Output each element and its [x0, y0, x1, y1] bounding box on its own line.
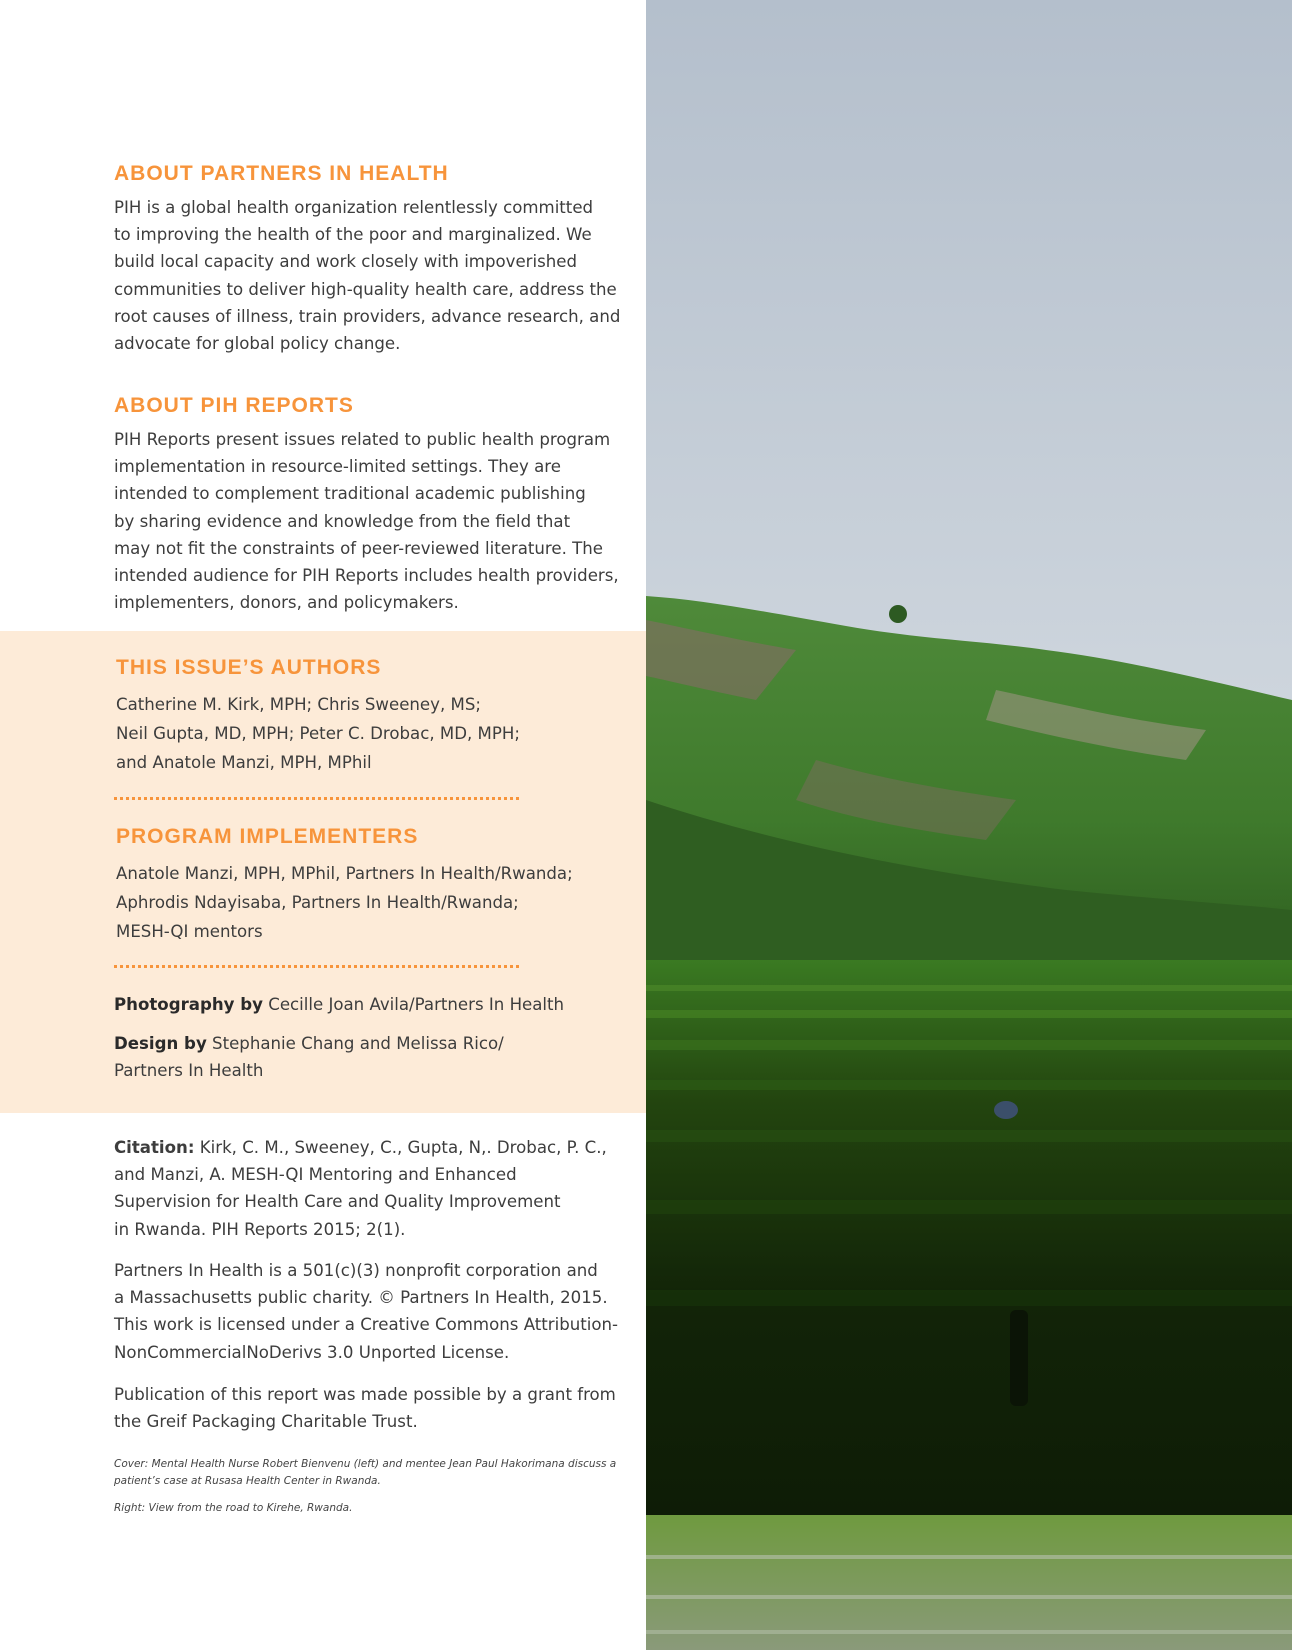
license-statement [114, 1257, 618, 1366]
text-line: the Greif Packaging Charitable Trust. [114, 1412, 418, 1432]
photography-credit [114, 991, 564, 1018]
text-line: MESH-QI mentors [116, 922, 263, 941]
field-terrace [646, 1290, 1292, 1306]
text-line: a Massachusetts public charity. © Partners In Health, 2015. [114, 1288, 608, 1308]
text-line: PIH Reports present issues related to public health program [114, 430, 611, 449]
design-text-2: Partners In Health [114, 1061, 264, 1081]
text-line: implementation in resource-limited settings. They are [114, 457, 561, 477]
text-line: advocate for global policy change. [114, 334, 401, 354]
text-line: Publication of this report was made possible by a grant from [114, 1385, 616, 1404]
lone-tree [889, 605, 907, 623]
design-text: Stephanie Chang and Melissa Rico/ [212, 1034, 504, 1053]
design-label: Design by [114, 1034, 207, 1053]
text-line: by sharing evidence and knowledge from the field that [114, 511, 571, 531]
field-terrace [646, 1040, 1292, 1050]
paddy-water [646, 1555, 1292, 1559]
text-line: NonCommercialNoDerivs 3.0 Unported License. [114, 1342, 510, 1362]
flooded-paddy [646, 1515, 1292, 1650]
paddy-water [646, 1595, 1292, 1599]
text-line: Cover: Mental Health Nurse Robert Bienvenu (left) and mentee Jean Paul Hakorimana discuss a [114, 1458, 617, 1470]
text-line: in Rwanda. PIH Reports 2015; 2(1). [114, 1219, 406, 1239]
text-line: root causes of illness, train providers, advance research, and [114, 306, 621, 326]
landscape-photo [646, 0, 1292, 1650]
design-credit [114, 1030, 504, 1084]
photography-text: Cecille Joan Avila/Partners In Health [268, 995, 565, 1014]
text-line: Partners In Health is a 501(c)(3) nonprofit corporation and [114, 1261, 598, 1280]
text-line: This work is licensed under a Creative Commons Attribution- [114, 1315, 619, 1335]
farmer-figure [994, 1101, 1018, 1119]
field-terrace [646, 985, 1292, 991]
citation [114, 1134, 607, 1243]
right-caption: Right: View from the road to Kirehe, Rwanda. [114, 1502, 353, 1514]
about-reports-body [114, 426, 619, 616]
text-line: Neil Gupta, MD, MPH; Peter C. Drobac, MD, MPH; [116, 724, 520, 743]
implementers-list [116, 859, 573, 946]
text-line: to improving the health of the poor and marginalized. We [114, 225, 592, 245]
paddy-water [646, 1630, 1292, 1634]
field-terrace [646, 1200, 1292, 1214]
text-line: intended audience for PIH Reports includes health providers, [114, 566, 619, 586]
about-reports-heading: ABOUT PIH REPORTS [114, 394, 354, 417]
citation-line-1: Kirk, C. M., Sweeney, C., Gupta, N,. Drobac, P. C., [199, 1138, 607, 1157]
text-line: PIH is a global health organization relentlessly committed [114, 198, 594, 217]
text-line: Anatole Manzi, MPH, MPhil, Partners In Health/Rwanda; [116, 864, 573, 883]
grant-statement [114, 1381, 616, 1435]
farmer-silhouette [1010, 1310, 1028, 1406]
implementers-heading: PROGRAM IMPLEMENTERS [116, 825, 419, 848]
text-line [114, 1134, 607, 1161]
about-pih-heading: ABOUT PARTNERS IN HEALTH [114, 162, 449, 185]
text-line: communities to deliver high-quality health care, address the [114, 279, 617, 299]
text-line: intended to complement traditional academic publishing [114, 484, 586, 504]
dotted-divider [114, 797, 519, 800]
authors-list [116, 690, 520, 777]
text-line: implementers, donors, and policymakers. [114, 593, 459, 613]
field-terrace [646, 1010, 1292, 1018]
text-line: and Manzi, A. MESH-QI Mentoring and Enhanced [114, 1165, 517, 1185]
photography-label: Photography by [114, 995, 263, 1014]
text-line: and Anatole Manzi, MPH, MPhil [116, 753, 372, 772]
citation-label: Citation: [114, 1138, 195, 1157]
field-terrace [646, 1130, 1292, 1142]
dotted-divider [114, 965, 519, 968]
text-line: may not fit the constraints of peer-reviewed literature. The [114, 538, 603, 558]
text-line: Aphrodis Ndayisaba, Partners In Health/Rwanda; [116, 893, 519, 912]
kirehe-landscape-image [646, 0, 1292, 1650]
text-line: build local capacity and work closely with impoverished [114, 252, 578, 272]
text-line: patient’s case at Rusasa Health Center in Rwanda. [114, 1475, 381, 1487]
text-line: Supervision for Health Care and Quality Improvement [114, 1192, 561, 1212]
about-pih-body [114, 194, 620, 357]
authors-heading: THIS ISSUE’S AUTHORS [116, 656, 382, 679]
text-line: Catherine M. Kirk, MPH; Chris Sweeney, MS; [116, 695, 481, 714]
cover-caption [114, 1456, 616, 1490]
field-terrace [646, 1080, 1292, 1090]
